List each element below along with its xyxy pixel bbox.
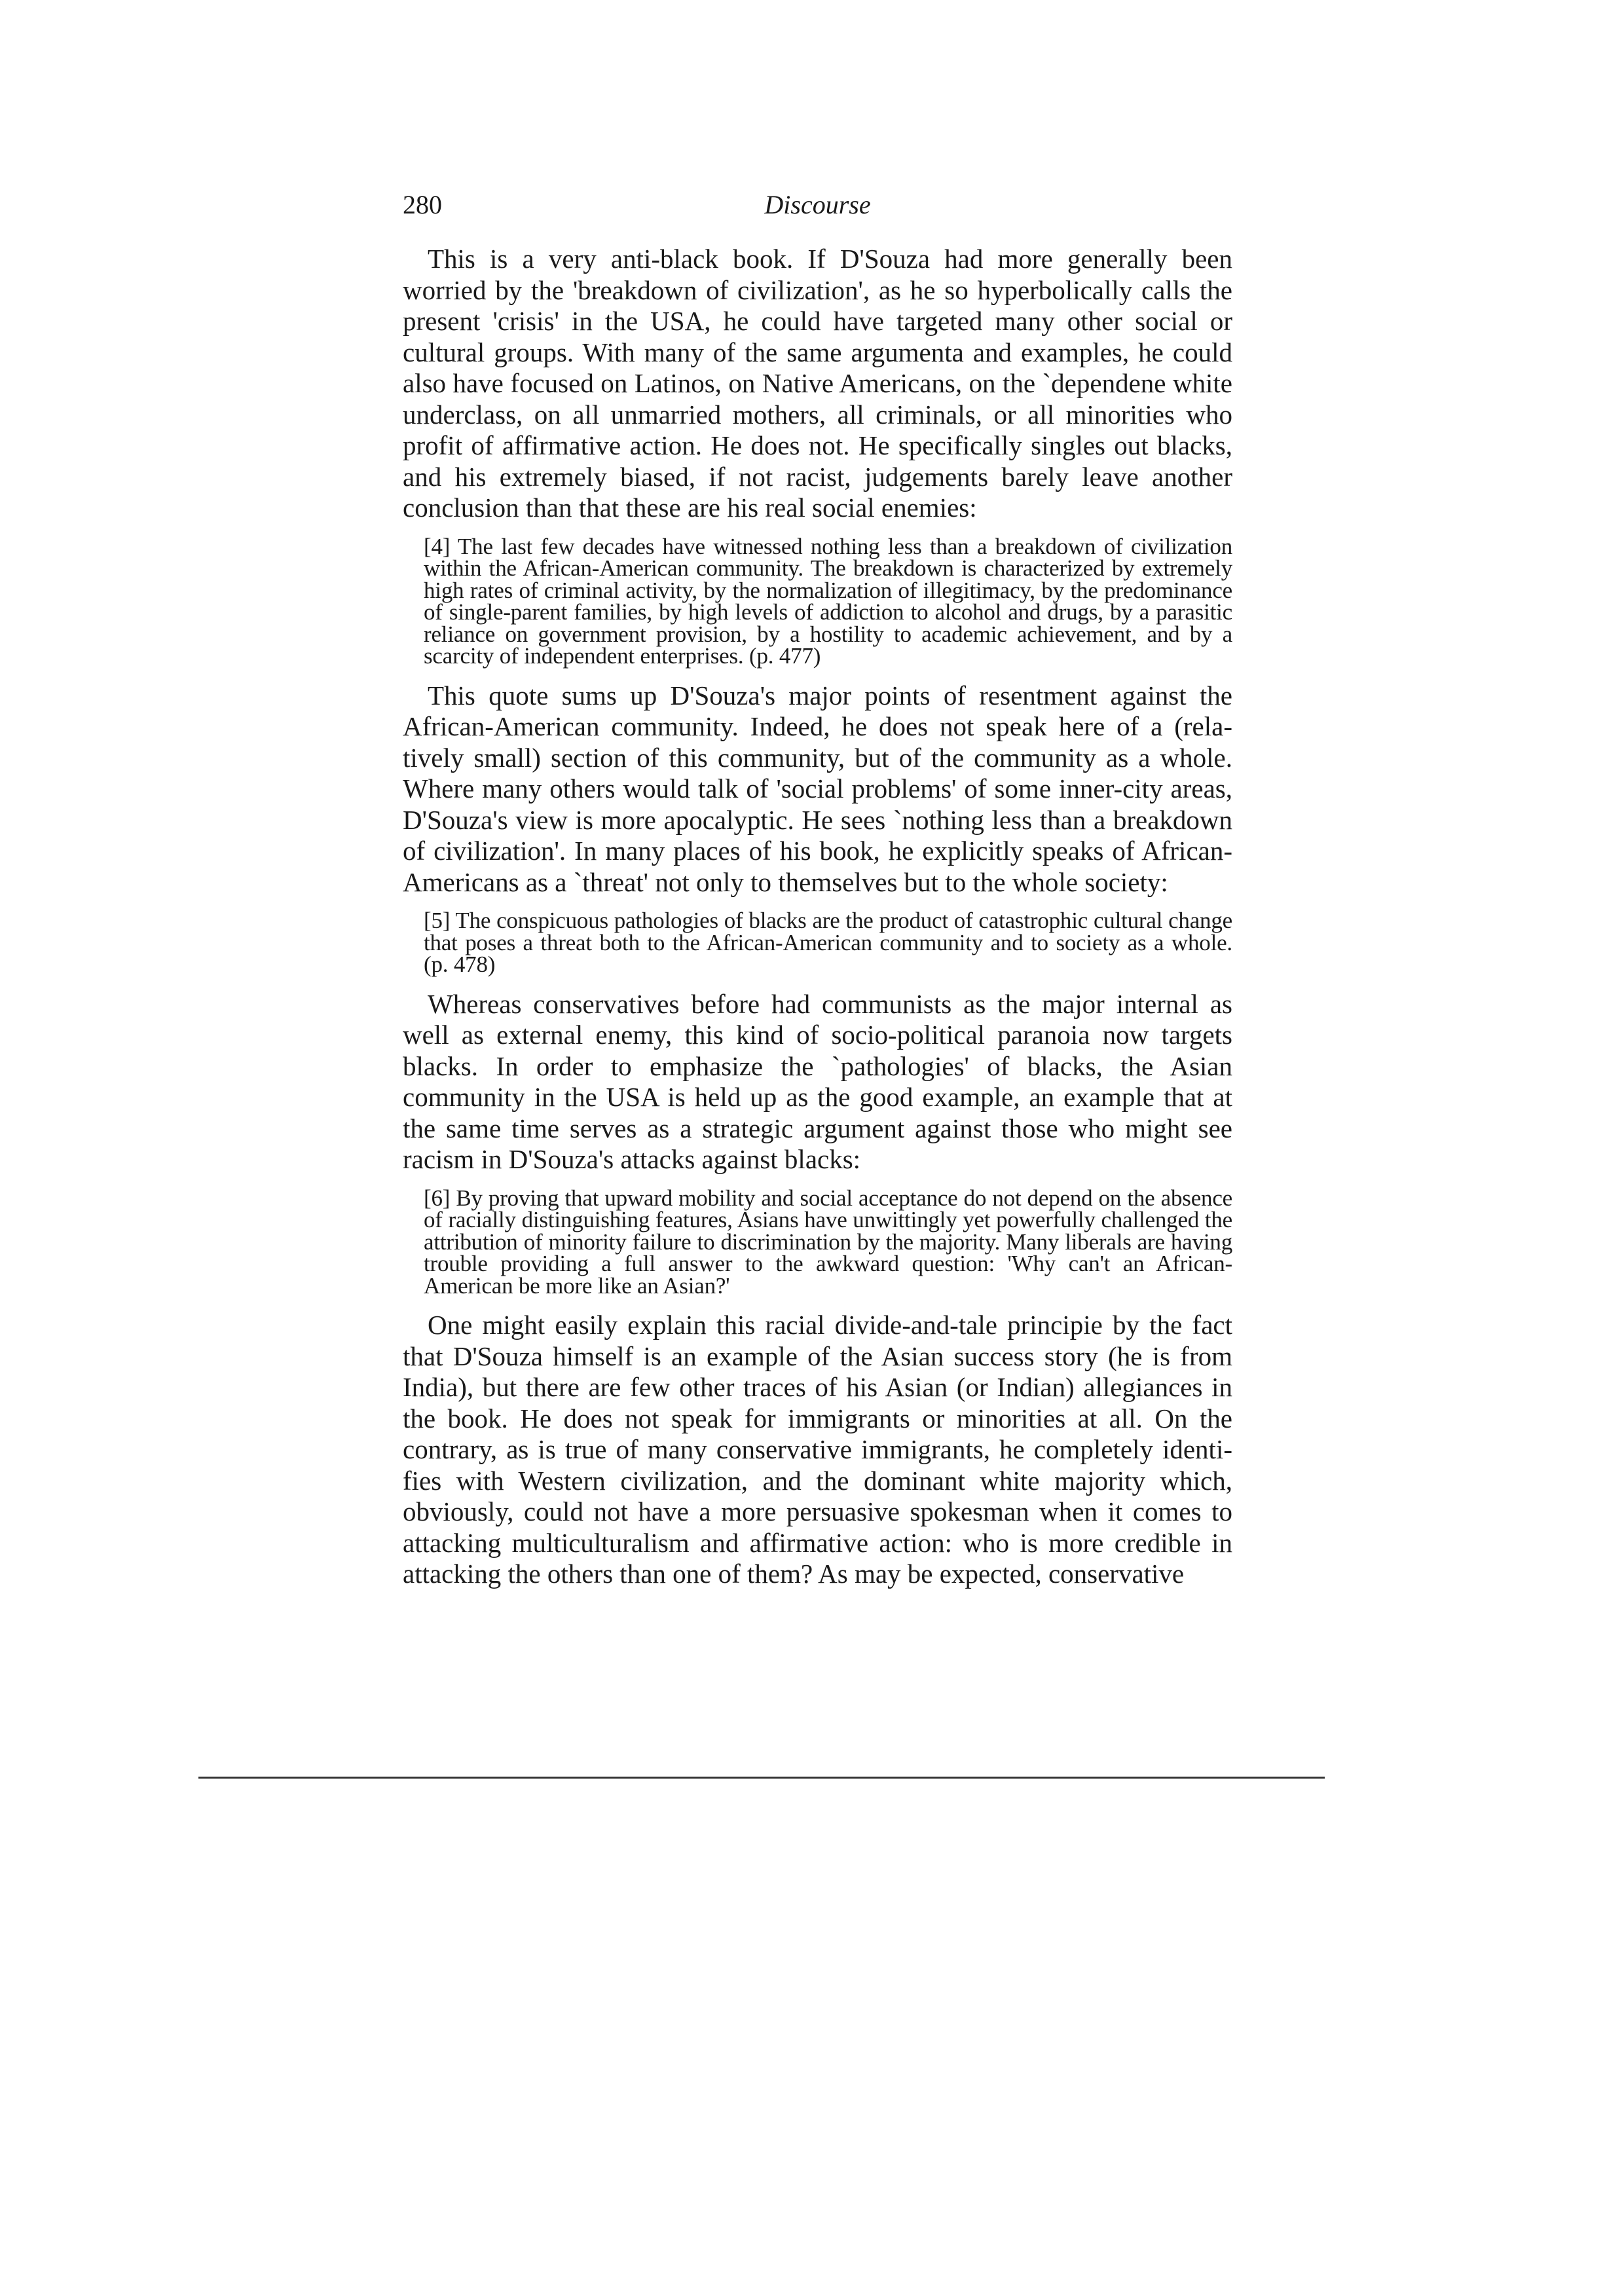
paragraph-4: One might easily explain this racial divide-and-tale principie by the fact that D'Souza himself is an example of the Asian success story (he is from India), but there are few other traces of his Asian (or Indian) allegiances in the book. He does not speak for immigrants or minorities at all. On the contrary, as is true of many conservative immigrants, he completely identifies with Western civilization, and the dominant white majority which, obviously, could not have a more persuasive spokesman when it comes to attacking multiculturalism and affirmative action: who is more credible in attacking the others than one of them? As may be expected, conservative xyxy=(403,1310,1232,1589)
paragraph-2: This quote sums up D'Souza's major points of resentment against the African-American community. Indeed, he does not speak here of a (relatively small) section of this community, but of the community as a whole. Where many others would talk of 'social problems' of some inner-city areas, D'Souza's view is more apocalyptic. He sees `nothing less than a breakdown of civilization'. In many places of his book, he explicitly speaks of African-Americans as a `threat' not only to themselves but to the whole society: xyxy=(403,680,1232,897)
paragraph-1: This is a very anti-black book. If D'Souza had more generally been worried by the 'breakdown of civilization', as he so hyperbolically calls the present 'crisis' in the USA, he could have targeted many other social or cultural groups. With many of the same argumenta and examples, he could also have focused on Latinos, on Native Americans, on the `dependene white underclass, on all unmarried mothers, all criminals, or all minorities who profit of affirmative action. He does not. He specifically singles out blacks, and his extremely biased, if not racist, judgements barely leave another conclusion than that these are his real social enemies: xyxy=(403,244,1232,523)
journal-title: Discourse xyxy=(764,190,871,219)
page-divider xyxy=(198,1777,1325,1779)
running-head xyxy=(403,185,1232,225)
block-quote-4: [4] The last few decades have witnessed nothing less than a breakdown of civilization within the African-American community. The breakdown is characterized by extremely high rates of criminal activity, by the normalization of illegitimacy, by the predominance of single-parent families, by high levels of addiction to alcohol and drugs, by a parasitic reliance on government provision, by a hostility to academic achievement, and by a scarcity of independent enterprises. (p. 477) xyxy=(424,533,1232,669)
block-quote-5: [5] The conspicuous pathologies of blacks are the product of catastrophic cultural change that poses a threat both to the African-American community and to society as a whole. (p. 478) xyxy=(424,908,1232,977)
page-number: 280 xyxy=(403,190,442,219)
block-quote-6: [6] By proving that upward mobility and social acceptance do not depend on the absence of racially distinguishing features, Asians have unwittingly yet powerfully challenged the attribution of minority failure to discrimination by the majority. Many liberals are having trouble providing a full answer to the awkward question: 'Why can't an African-American be more like an Asian?' xyxy=(424,1185,1232,1299)
body-text xyxy=(403,244,1232,1590)
paragraph-3: Whereas conservatives before had communists as the major internal as well as external enemy, this kind of socio-political paranoia now targets blacks. In order to emphasize the `pathologies' of blacks, the Asian community in the USA is held up as the good example, an example that at the same time serves as a strategic argument against those who might see racism in D'Souza's attacks against blacks: xyxy=(403,988,1232,1174)
